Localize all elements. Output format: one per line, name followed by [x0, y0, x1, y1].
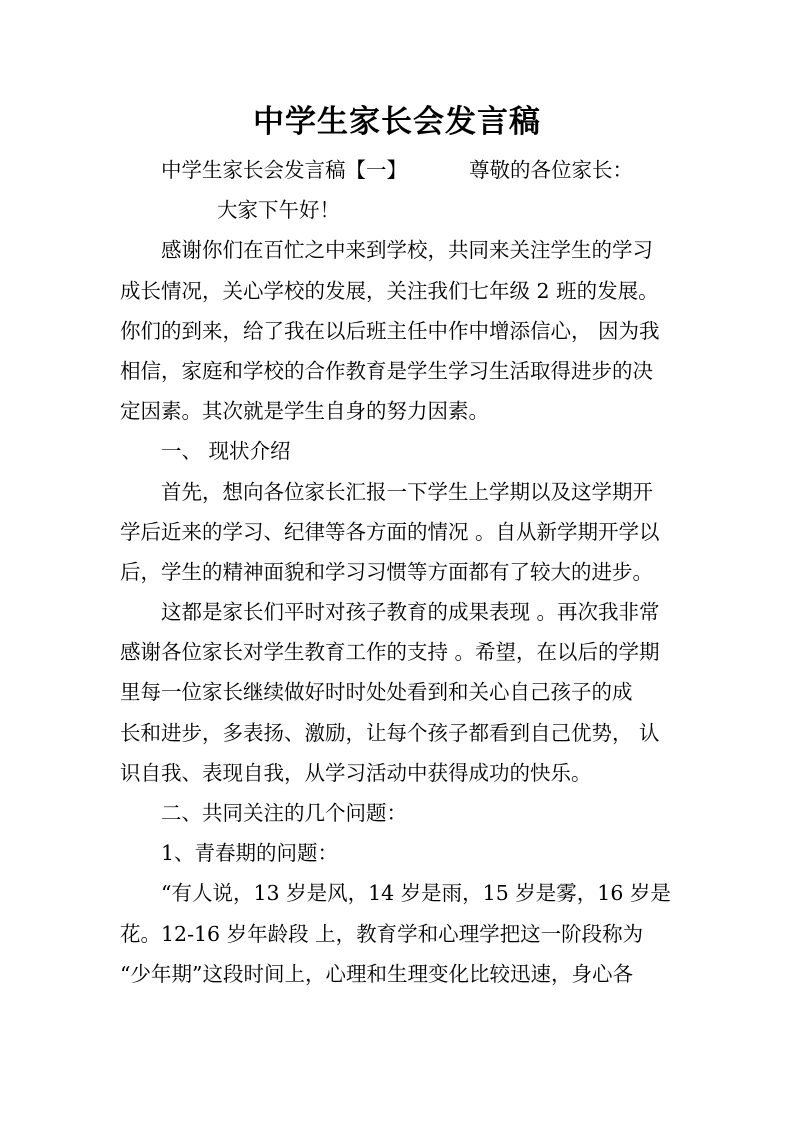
text-line: “少年期”这段时间上，心理和生理变化比较迅速，身心各	[120, 961, 633, 986]
section-heading-issues: 二、共同关注的几个问题：	[161, 801, 407, 825]
text-line: 你们的到来，给了我在以后班主任中作中增添信心， 因为我	[120, 318, 660, 343]
greeting-line: 大家下午好！	[217, 198, 340, 223]
text-line: 首先，想向各位家长汇报一下学生上学期以及这学期开	[161, 479, 653, 504]
section-heading-status: 一、 现状介绍	[161, 439, 291, 464]
section-heading: 中学生家长会发言稿【一】	[161, 158, 407, 182]
text-line	[120, 150, 680, 190]
text-line: 里每一位家长继续做好时时处处看到和关心自己孩子的成	[120, 680, 633, 705]
salutation: 尊敬的各位家长：	[469, 158, 633, 182]
text-line: 定因素。其次就是学生自身的努力因素。	[120, 399, 489, 424]
text-line: 感谢各位家长对学生教育工作的支持 。希望，在以后的学期	[120, 640, 660, 665]
text-line: 花。12-16 岁年龄段 上，教育学和心理学把这一阶段称为	[120, 921, 644, 946]
text-line: 相信，家庭和学校的合作教育是学生学习生活取得进步的决	[120, 358, 653, 383]
text-line: 这都是家长们平时对孩子教育的成果表现 。再次我非常	[161, 600, 660, 625]
text-line: 感谢你们在百忙之中来到学校，共同来关注学生的学习	[161, 238, 653, 263]
document-title: 中学生家长会发言稿	[253, 104, 541, 140]
text-line: “有人说，13 岁是风，14 岁是雨，15 岁是雾，16 岁是	[161, 881, 671, 906]
text-line: 后，学生的精神面貌和学习习惯等方面都有了较大的进步。	[120, 559, 653, 584]
subsection-heading-adolescence: 1、青春期的问题：	[161, 841, 339, 866]
text-line: 成长情况，关心学校的发展，关注我们七年级 2 班的发展。	[120, 278, 659, 303]
document-body	[120, 150, 680, 994]
text-line: 识自我、表现自我，从学习活动中获得成功的快乐。	[120, 760, 592, 785]
text-line: 长和进步，多表扬、激励，让每个孩子都看到自己优势， 认	[120, 720, 660, 745]
text-line: 学后近来的学习、纪律等各方面的情况 。自从新学期开学以	[120, 519, 660, 544]
